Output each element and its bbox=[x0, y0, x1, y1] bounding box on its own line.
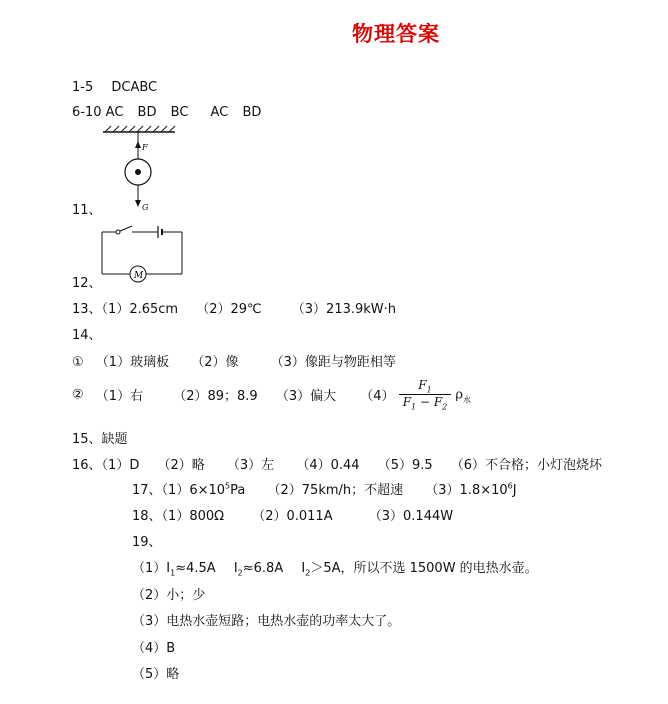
answer-row-14-1 bbox=[72, 351, 396, 370]
page-title: 物理答案 bbox=[352, 22, 440, 46]
answer-text: BD bbox=[242, 105, 262, 120]
formula-symbol: ρ bbox=[455, 387, 464, 403]
answer-text: （2）0.011A bbox=[252, 509, 333, 524]
answer-text: Pa bbox=[230, 483, 246, 498]
answer-text: （3）0.144W bbox=[368, 509, 454, 524]
answer-text: （1）D bbox=[101, 458, 140, 473]
answer-row-19-4: （4）B bbox=[132, 641, 176, 656]
answer-row-18 bbox=[132, 505, 453, 524]
answer-text: ≈4.5A bbox=[175, 561, 216, 576]
answer-text: （5）9.5 bbox=[377, 458, 433, 473]
answer-text: （3）左 bbox=[226, 458, 275, 473]
answer-text: （1）6×10 bbox=[161, 483, 226, 498]
answer-row-6-10 bbox=[72, 105, 261, 120]
answer-text: （2）89；8.9 bbox=[173, 389, 258, 405]
answer-text: （1） bbox=[132, 561, 167, 576]
answer-row-19-2: （2）小；少 bbox=[132, 588, 206, 603]
question-number: 14、 bbox=[72, 328, 102, 343]
density-formula bbox=[399, 378, 452, 412]
force-label-f: F bbox=[142, 143, 148, 152]
answer-text: （3）像距与物距相等 bbox=[270, 355, 396, 370]
answer-text: （1）800Ω bbox=[161, 509, 225, 524]
exponent: 6 bbox=[507, 481, 513, 491]
answer-text: （3）213.9kW·h bbox=[291, 302, 397, 317]
motor-label: M bbox=[134, 271, 144, 281]
question-number: 11、 bbox=[72, 203, 102, 218]
formula-operator: − bbox=[416, 395, 434, 410]
answer-text: ＞5A，所以不选 1500W 的电热水壶。 bbox=[310, 561, 538, 576]
answer-text: DCABC bbox=[111, 80, 158, 95]
question-number: 15、 bbox=[72, 432, 102, 447]
force-label-g: G bbox=[142, 203, 149, 212]
current-symbol: I bbox=[301, 561, 306, 576]
question-number: 16、 bbox=[72, 458, 102, 473]
answer-text: BC bbox=[170, 105, 189, 120]
exponent: 5 bbox=[225, 481, 231, 491]
answer-row-15 bbox=[72, 428, 128, 447]
formula-subscript: 1 bbox=[411, 402, 417, 412]
answer-text: （1）2.65cm bbox=[101, 302, 179, 317]
answer-row-13 bbox=[72, 298, 396, 317]
answer-row-14-2 bbox=[72, 378, 471, 412]
answer-text: （4）0.44 bbox=[296, 458, 360, 473]
question-number: 6-10 bbox=[72, 105, 102, 120]
question-number: 18、 bbox=[132, 509, 162, 524]
circle-mark: ② bbox=[72, 387, 84, 403]
answer-row-19-5: （5）略 bbox=[132, 667, 180, 682]
question-number: 12、 bbox=[72, 276, 102, 291]
force-diagram bbox=[95, 124, 185, 214]
formula-symbol: F bbox=[402, 395, 412, 410]
formula-subscript: 2 bbox=[305, 568, 311, 578]
question-number: 17、 bbox=[132, 483, 162, 498]
answer-text: （1）右 bbox=[95, 389, 144, 405]
circle-mark: ① bbox=[72, 355, 84, 370]
answer-row-19-3: （3）电热水壶短路；电热水壶的功率太大了。 bbox=[132, 614, 401, 629]
answer-text: （3）偏大 bbox=[275, 389, 337, 405]
answer-text: ≈6.8A bbox=[242, 561, 284, 576]
question-number: 13、 bbox=[72, 302, 102, 317]
formula-subscript: 1 bbox=[426, 385, 432, 395]
answer-text: （3）1.8×10 bbox=[425, 483, 508, 498]
formula-symbol: F bbox=[433, 395, 443, 410]
answer-text: J bbox=[512, 483, 517, 498]
circuit-diagram bbox=[96, 222, 188, 284]
answer-row-19-1 bbox=[132, 557, 538, 578]
answer-text: AC bbox=[210, 105, 229, 120]
answer-text: （6）不合格；小灯泡烧坏 bbox=[450, 458, 603, 473]
formula-subscript: 水 bbox=[463, 395, 472, 405]
answer-text: （1）玻璃板 bbox=[95, 355, 170, 370]
answer-row-16 bbox=[72, 454, 602, 473]
formula-symbol: F bbox=[418, 378, 427, 392]
answer-text: （2）像 bbox=[191, 355, 239, 370]
answer-text: 缺题 bbox=[101, 432, 128, 447]
answer-text: BD bbox=[137, 105, 157, 120]
current-symbol: I bbox=[166, 561, 171, 576]
answer-row-17 bbox=[132, 479, 517, 498]
formula-subscript: 2 bbox=[237, 568, 243, 578]
answer-text: （2）29℃ bbox=[196, 302, 262, 317]
question-number: 1-5 bbox=[72, 80, 94, 95]
answer-text: （4） bbox=[360, 389, 395, 405]
answer-text: AC bbox=[105, 105, 124, 120]
formula-subscript: 2 bbox=[442, 402, 448, 412]
answer-row-1-5 bbox=[72, 80, 157, 95]
answer-text: （2）75km/h；不超速 bbox=[267, 483, 404, 498]
formula-subscript: 1 bbox=[170, 568, 176, 578]
current-symbol: I bbox=[233, 561, 238, 576]
question-number: 19、 bbox=[132, 535, 162, 550]
answer-text: （2）略 bbox=[157, 458, 205, 473]
